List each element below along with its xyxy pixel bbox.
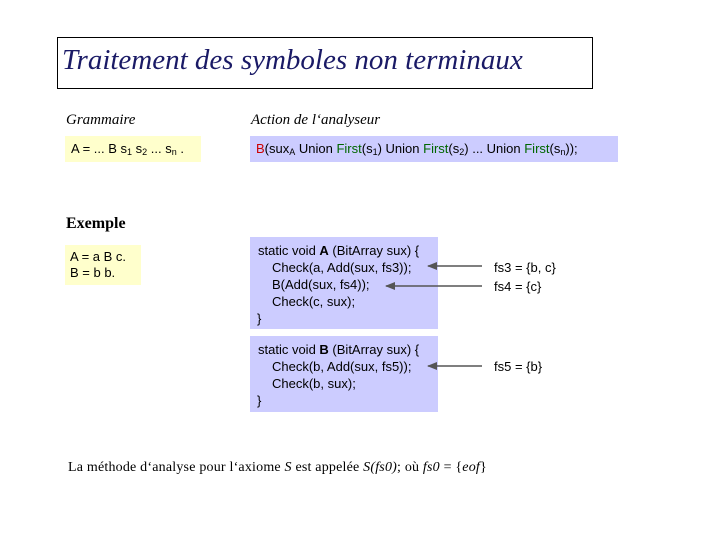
example-grammar-line-2: B = b b. <box>70 265 116 280</box>
code-b-line-2: Check(b, Add(sux, fs5)); <box>272 359 412 374</box>
action-rule: B(sux$_A$ Union $First(s_1)$ Union $First(s_2)$ ... Union $First(s_n)$); <box>256 141 578 157</box>
code-b-line-4: } <box>257 393 262 408</box>
fs3-set: fs3 = {b, c} <box>494 260 556 275</box>
fs4-set: fs4 = {c} <box>494 279 542 294</box>
bottom-note: La méthode d‘analyse pour l‘axiome S est appelée S(fs0); où fs0 = {eof} <box>68 460 487 475</box>
code-a-line-5: } <box>257 311 262 326</box>
code-a-line-2: Check(a, Add(sux, fs3)); <box>272 260 412 275</box>
code-a-line-3: B(Add(sux, fs4)); <box>272 277 370 292</box>
slide-title: Traitement des symboles non terminaux <box>62 44 523 76</box>
example-heading: Exemple <box>66 215 126 232</box>
example-grammar-line-1: A = a B c. <box>70 249 127 264</box>
action-column-label: Action de l‘analyseur <box>251 112 381 128</box>
code-a-line-4: Check(c, sux); <box>272 294 356 309</box>
code-b-line-3: Check(b, sux); <box>272 376 356 391</box>
code-a-line-1: static void A (BitArray sux) { <box>258 243 420 258</box>
grammar-rule: A = ... B $s_1$ $s_2$ ... $s_n$ . <box>71 141 184 157</box>
grammar-column-label: Grammaire <box>66 112 136 128</box>
fs5-set: fs5 = {b} <box>494 359 543 374</box>
code-b-line-1: static void B (BitArray sux) { <box>258 342 420 357</box>
